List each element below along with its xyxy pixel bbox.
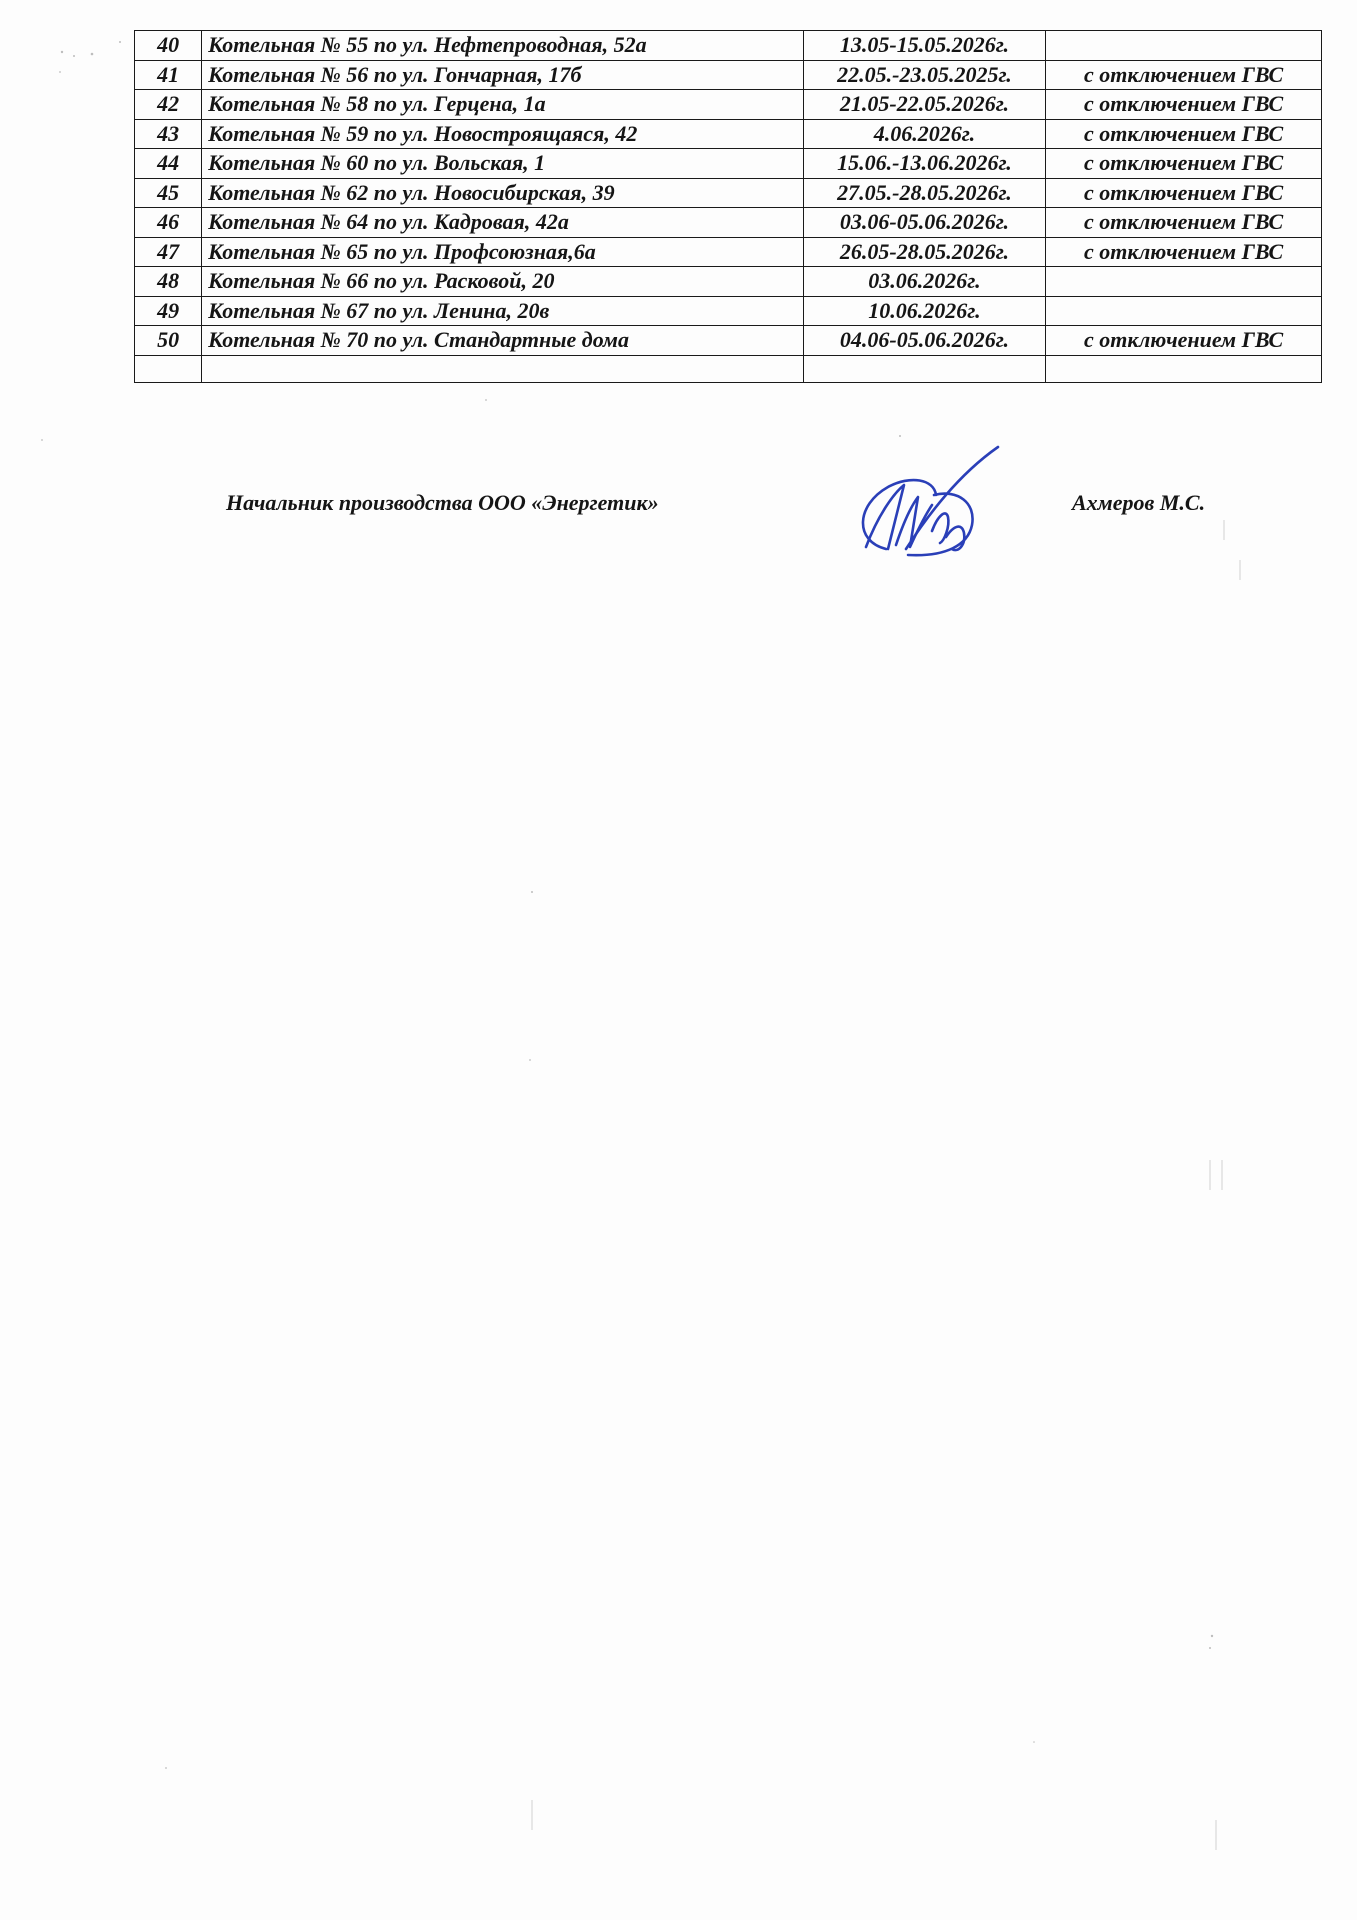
boiler-name-cell: Котельная № 56 по ул. Гончарная, 17б xyxy=(202,60,804,90)
signatory-title: Начальник производства ООО «Энергетик» xyxy=(226,490,659,515)
boiler-name-cell: Котельная № 59 по ул. Новостроящаяся, 42 xyxy=(202,119,804,149)
signature-stroke xyxy=(906,447,998,549)
note-cell: с отключением ГВС xyxy=(1046,178,1322,208)
table-row xyxy=(135,90,1322,120)
boiler-name-cell: Котельная № 64 по ул. Кадровая, 42а xyxy=(202,208,804,238)
boiler-name-cell: Котельная № 66 по ул. Расковой, 20 xyxy=(202,267,804,297)
row-number-cell: 44 xyxy=(135,149,202,179)
table-row xyxy=(135,326,1322,356)
date-range-cell: 26.05-28.05.2026г. xyxy=(803,237,1046,267)
date-range-cell: 4.06.2026г. xyxy=(803,119,1046,149)
schedule-table xyxy=(134,30,1322,383)
note-cell: с отключением ГВС xyxy=(1046,208,1322,238)
table-row xyxy=(135,119,1322,149)
table-row xyxy=(135,267,1322,297)
table-row xyxy=(135,296,1322,326)
row-number-cell: 41 xyxy=(135,60,202,90)
signature-stroke xyxy=(896,497,932,547)
boiler-name-cell: Котельная № 70 по ул. Стандартные дома xyxy=(202,326,804,356)
boiler-name-cell: Котельная № 58 по ул. Герцена, 1а xyxy=(202,90,804,120)
date-range-cell: 27.05.-28.05.2026г. xyxy=(803,178,1046,208)
date-range-cell: 10.06.2026г. xyxy=(803,296,1046,326)
empty-cell xyxy=(1046,355,1322,382)
row-number-cell: 40 xyxy=(135,31,202,61)
note-cell: с отключением ГВС xyxy=(1046,119,1322,149)
date-range-cell: 03.06.2026г. xyxy=(803,267,1046,297)
note-cell: с отключением ГВС xyxy=(1046,326,1322,356)
boiler-name-cell: Котельная № 62 по ул. Новосибирская, 39 xyxy=(202,178,804,208)
table-row xyxy=(135,178,1322,208)
table-row xyxy=(135,31,1322,61)
row-number-cell: 48 xyxy=(135,267,202,297)
table-row xyxy=(135,208,1322,238)
signature-stroke xyxy=(932,513,948,543)
row-number-cell: 49 xyxy=(135,296,202,326)
boiler-name-cell: Котельная № 67 по ул. Ленина, 20в xyxy=(202,296,804,326)
boiler-name-cell: Котельная № 65 по ул. Профсоюзная,6а xyxy=(202,237,804,267)
row-number-cell: 43 xyxy=(135,119,202,149)
date-range-cell: 04.06-05.06.2026г. xyxy=(803,326,1046,356)
note-cell xyxy=(1046,31,1322,61)
signatory-name: Ахмеров М.С. xyxy=(1072,490,1206,515)
signature-block xyxy=(0,488,1357,548)
date-range-cell: 22.05.-23.05.2025г. xyxy=(803,60,1046,90)
note-cell xyxy=(1046,296,1322,326)
row-number-cell: 45 xyxy=(135,178,202,208)
schedule-table-body xyxy=(135,31,1322,383)
note-cell xyxy=(1046,267,1322,297)
row-number-cell: 46 xyxy=(135,208,202,238)
row-number-cell: 47 xyxy=(135,237,202,267)
table-row xyxy=(135,60,1322,90)
empty-cell xyxy=(135,355,202,382)
empty-cell xyxy=(202,355,804,382)
note-cell: с отключением ГВС xyxy=(1046,149,1322,179)
row-number-cell: 50 xyxy=(135,326,202,356)
handwritten-signature xyxy=(848,445,1008,563)
empty-cell xyxy=(803,355,1046,382)
note-cell: с отключением ГВС xyxy=(1046,237,1322,267)
boiler-name-cell: Котельная № 55 по ул. Нефтепроводная, 52а xyxy=(202,31,804,61)
table-row xyxy=(135,237,1322,267)
date-range-cell: 21.05-22.05.2026г. xyxy=(803,90,1046,120)
date-range-cell: 15.06.-13.06.2026г. xyxy=(803,149,1046,179)
boiler-name-cell: Котельная № 60 по ул. Вольская, 1 xyxy=(202,149,804,179)
note-cell: с отключением ГВС xyxy=(1046,90,1322,120)
row-number-cell: 42 xyxy=(135,90,202,120)
table-row xyxy=(135,149,1322,179)
empty-table-row xyxy=(135,355,1322,382)
date-range-cell: 13.05-15.05.2026г. xyxy=(803,31,1046,61)
date-range-cell: 03.06-05.06.2026г. xyxy=(803,208,1046,238)
note-cell: с отключением ГВС xyxy=(1046,60,1322,90)
